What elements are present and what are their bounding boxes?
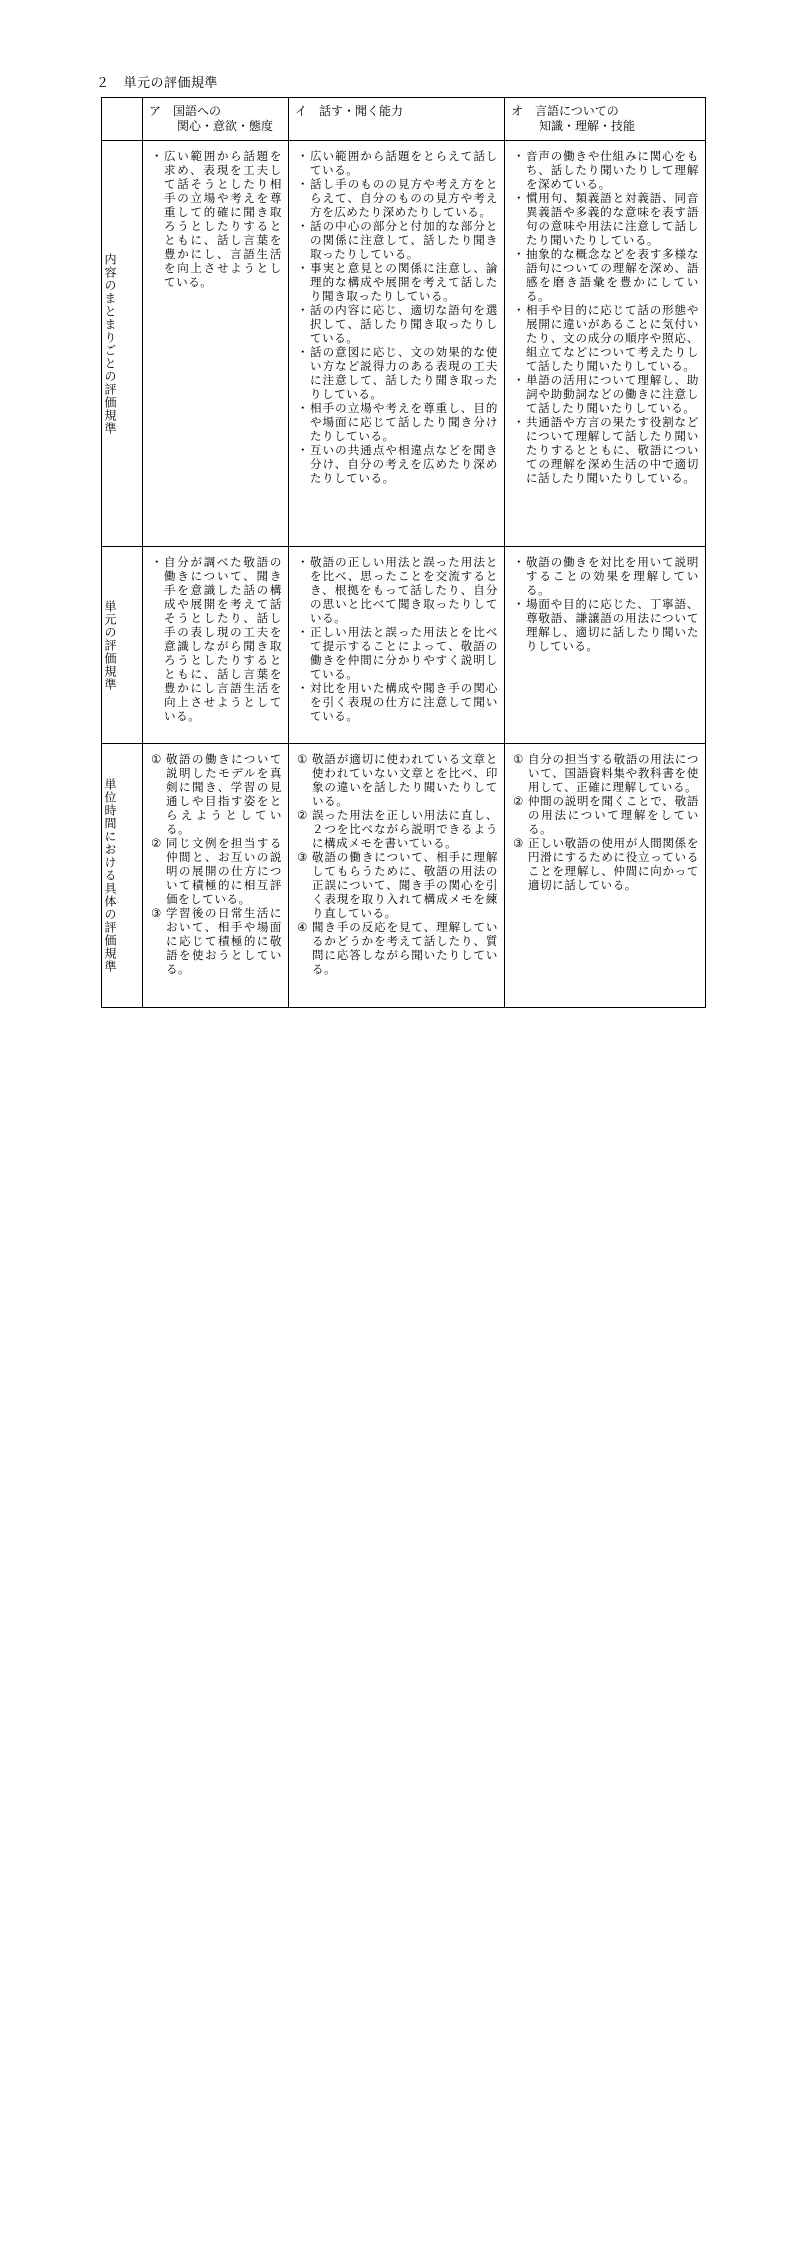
item-text: 話の内容に応じ、適切な語句を選択して、話したり聞き取ったりしている。 <box>310 303 498 345</box>
item-marker: ・ <box>513 555 526 569</box>
criteria-cell <box>289 547 505 744</box>
criterion-item <box>151 555 282 723</box>
criteria-cell <box>143 547 289 744</box>
criterion-item <box>297 681 498 723</box>
item-marker: ・ <box>513 191 526 205</box>
section-title: 単元の評価規準 <box>123 76 219 91</box>
criterion-item <box>513 191 699 247</box>
row-label: 内容のまとまりごとの評価規準 <box>103 252 117 435</box>
criterion-item <box>151 149 282 289</box>
criteria-cell <box>505 547 706 744</box>
item-text: 広い範囲から話題を求め、表現を工夫して話そうとしたり相手の立場や考えを尊重して的確に聞き取ろうとしたりするとともに、話し言葉を豊かにし、言語生活を向上させようとしている。 <box>164 149 282 289</box>
criterion-item <box>297 443 498 485</box>
item-marker: ③ <box>151 906 162 920</box>
item-text: 敬語の正しい用法と誤った用法とを比べ、思ったことを交流するとき、根拠をもって話したり、自分の思いと比べて聞き取ったりしている。 <box>310 555 498 625</box>
item-marker: ① <box>513 752 524 766</box>
item-text: 単語の活用について理解し、助詞や助動詞などの働きに注意して話したり聞いたりしている。 <box>526 373 699 415</box>
item-marker: ② <box>513 794 524 808</box>
item-text: 相手の立場や考えを尊重し、目的や場面に応じて話したり聞き分けたりしている。 <box>310 401 498 443</box>
item-text: 自分が調べた敬語の働きについて、聞き手を意識した話の構成や展開を考えて話そうとしたり、話し手の表し現の工夫を意識しながら聞き取ろうとしたりするとともに、話し言葉を豊かにし言語生活を向上させようとしている。 <box>164 555 282 723</box>
criterion-item <box>513 794 699 836</box>
criterion-item <box>297 401 498 443</box>
column-title-line2: 知識・理解・技能 <box>539 119 636 133</box>
item-marker: ② <box>151 836 162 850</box>
item-text: 音声の働きや仕組みに関心をもち、話したり聞いたりして理解を深めている。 <box>526 149 699 191</box>
item-text: 広い範囲から話題をとらえて話している。 <box>310 149 498 177</box>
criteria-cell <box>505 141 706 547</box>
item-text: 学習後の日常生活において、相手や場面に応じて積極的に敬語を使おうとしている。 <box>166 906 282 976</box>
item-marker: ① <box>151 752 162 766</box>
column-header-o <box>505 98 706 141</box>
criterion-item <box>297 177 498 219</box>
row-label-cell <box>102 547 143 744</box>
item-text: 同じ文例を担当する仲間と、お互いの説明の展開の仕方について積極的に相互評価をしている。 <box>166 836 282 906</box>
criteria-cell <box>289 744 505 1008</box>
criterion-item <box>297 345 498 401</box>
item-marker: ・ <box>297 219 310 233</box>
item-marker: ・ <box>513 303 526 317</box>
item-marker: ② <box>297 808 308 822</box>
criterion-item <box>151 752 282 836</box>
item-text: 敬語の働きについて説明したモデルを真剣に聞き、学習の見通しや目指す姿をとらえようとしている。 <box>166 752 282 836</box>
item-marker: ・ <box>297 625 310 639</box>
item-marker: ・ <box>513 373 526 387</box>
criterion-item <box>297 303 498 345</box>
item-marker: ・ <box>297 345 310 359</box>
item-text: 正しい敬語の使用が人間関係を円滑にするために役立っていることを理解し、仲間に向かって適切に話している。 <box>528 836 699 892</box>
item-text: 仲間の説明を聞くことで、敬語の用法について理解をしている。 <box>528 794 699 836</box>
row-label-cell <box>102 141 143 547</box>
column-mark: ア <box>149 104 162 118</box>
item-text: 互いの共通点や相違点などを聞き分け、自分の考えを広めたり深めたりしている。 <box>310 443 498 485</box>
criterion-item <box>297 752 498 808</box>
evaluation-criteria-table <box>101 97 706 1008</box>
criterion-item <box>297 149 498 177</box>
criterion-item <box>513 149 699 191</box>
criterion-item <box>151 836 282 906</box>
criterion-item <box>513 247 699 303</box>
row-label-cell <box>102 744 143 1008</box>
column-title-line1: 言語についての <box>535 104 619 118</box>
item-marker: ・ <box>297 261 310 275</box>
criteria-cell <box>289 141 505 547</box>
item-marker: ・ <box>297 303 310 317</box>
column-mark: オ <box>511 104 524 118</box>
criterion-item <box>513 555 699 597</box>
criterion-item <box>513 303 699 373</box>
column-title-line1: 国語への <box>173 104 222 118</box>
item-text: 話し手のものの見方や考え方をとらえて、自分のものの見方や考え方を広めたり深めたりしている。 <box>310 177 498 219</box>
criterion-item <box>513 415 699 485</box>
criterion-item <box>297 808 498 850</box>
table-row-lesson-criteria <box>102 744 706 1008</box>
criteria-cell <box>505 744 706 1008</box>
item-marker: ・ <box>151 555 164 569</box>
criteria-cell <box>143 141 289 547</box>
row-label: 単位時間における具体の評価規準 <box>103 778 117 973</box>
column-title-line2: 関心・意欲・態度 <box>177 119 274 133</box>
item-marker: ・ <box>297 555 310 569</box>
item-marker: ③ <box>513 836 524 850</box>
header-row <box>102 98 706 141</box>
item-marker: ④ <box>297 920 308 934</box>
column-title-line1: 話す・聞く能力 <box>319 104 404 118</box>
column-header-i <box>289 98 505 141</box>
table-row-content-criteria <box>102 141 706 547</box>
item-text: 抽象的な概念などを表す多様な語句についての理解を深め、語感を磨き語彙を豊かにしている。 <box>526 247 699 303</box>
item-text: 事実と意見との関係に注意し、論理的な構成や展開を考えて話したり聞き取ったりしている。 <box>310 261 498 303</box>
column-mark: イ <box>295 104 308 118</box>
item-marker: ・ <box>297 149 310 163</box>
criterion-item <box>513 373 699 415</box>
item-text: 聞き手の反応を見て、理解しているかどうかを考えて話したり、質問に応答しながら聞いたりしている。 <box>312 920 498 976</box>
item-marker: ① <box>297 752 308 766</box>
section-heading <box>96 72 218 91</box>
item-text: 自分の担当する敬語の用法について、国語資料集や教科書を使用して、正確に理解している。 <box>528 752 699 794</box>
criterion-item <box>513 752 699 794</box>
column-header-a <box>143 98 289 141</box>
criteria-cell <box>143 744 289 1008</box>
criterion-item <box>151 906 282 976</box>
item-text: 場面や目的に応じた、丁寧語、尊敬語、謙譲語の用法について理解し、適切に話したり聞いたりしている。 <box>526 597 699 653</box>
row-label: 単元の評価規準 <box>103 599 117 691</box>
criterion-item <box>513 597 699 653</box>
criterion-item <box>297 261 498 303</box>
item-text: 話の中心の部分と付加的な部分との関係に注意して、話したり聞き取ったりしている。 <box>310 219 498 261</box>
item-marker: ・ <box>297 177 310 191</box>
item-marker: ・ <box>513 149 526 163</box>
table-row-unit-criteria <box>102 547 706 744</box>
criterion-item <box>297 555 498 625</box>
criterion-item <box>297 625 498 681</box>
item-text: 相手や目的に応じて話の形態や展開に違いがあることに気付いたり、文の成分の順序や照応、組立てなどについて考えたりして話したり聞いたりしている。 <box>526 303 699 373</box>
item-marker: ・ <box>297 443 310 457</box>
item-text: 敬語の働きを対比を用いて説明することの効果を理解している。 <box>526 555 699 597</box>
section-number: ２ <box>96 76 110 91</box>
item-text: 敬語が適切に使われている文章と使われていない文章とを比べ、印象の違いを話したり聞いたりしている。 <box>312 752 498 808</box>
item-text: 誤った用法を正しい用法に直し、２つを比べながら説明できるように構成メモを書いている。 <box>312 808 498 850</box>
item-text: 正しい用法と誤った用法とを比べて提示することによって、敬語の働きを仲間に分かりやすく説明している。 <box>310 625 498 681</box>
item-marker: ・ <box>297 401 310 415</box>
item-text: 慣用句、類義語と対義語、同音異義語や多義的な意味を表す語句の意味や用法に注意して話したり聞いたりしている。 <box>526 191 699 247</box>
item-marker: ③ <box>297 850 308 864</box>
item-marker: ・ <box>513 415 526 429</box>
item-marker: ・ <box>151 149 164 163</box>
criterion-item <box>513 836 699 892</box>
item-marker: ・ <box>513 247 526 261</box>
criterion-item <box>297 219 498 261</box>
item-marker: ・ <box>513 597 526 611</box>
criterion-item <box>297 920 498 976</box>
criterion-item <box>297 850 498 920</box>
item-text: 対比を用いた構成や聞き手の関心を引く表現の仕方に注意して聞いている。 <box>310 681 498 723</box>
item-text: 共通語や方言の果たす役割などについて理解して話したり聞いたりするとともに、敬語についての理解を深め生活の中で適切に話したり聞いたりしている。 <box>526 415 699 485</box>
item-marker: ・ <box>297 681 310 695</box>
item-text: 敬語の働きについて、相手に理解してもらうために、敬語の用法の正誤について、聞き手の関心を引く表現を取り入れて構成メモを練り直している。 <box>312 850 498 920</box>
corner-cell <box>102 98 143 141</box>
item-text: 話の意図に応じ、文の効果的な使い方など説得力のある表現の工夫に注意して、話したり聞き取ったりしている。 <box>310 345 498 401</box>
